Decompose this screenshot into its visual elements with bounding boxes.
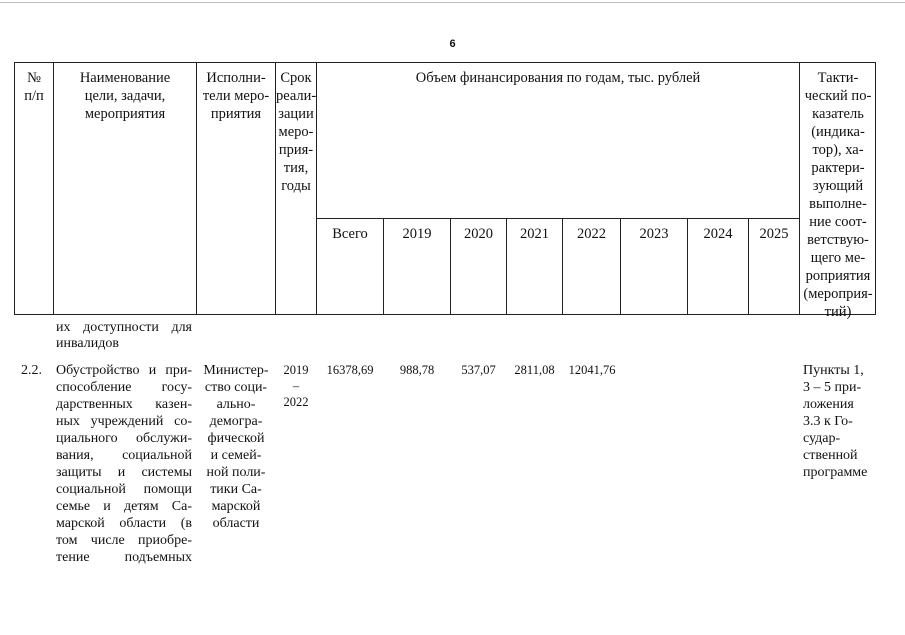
row-2020-value: 537,07 [461, 363, 496, 377]
header-text: годы [281, 178, 311, 194]
header-text: зующий [812, 178, 864, 194]
year-2022: 2022 [577, 226, 606, 242]
header-text: выполне- [809, 196, 867, 212]
row-name-line: тение подъемных [56, 550, 192, 565]
header-text: ние соот- [809, 214, 867, 230]
row-executor-line: и семей- [210, 448, 262, 463]
header-text: п/п [24, 88, 44, 104]
continuation-line: их доступности для [56, 320, 192, 335]
row-executor-line: демогра- [209, 414, 263, 429]
row-name-line: защиты и системы [56, 465, 192, 480]
header-number-col [15, 69, 53, 105]
row-name-line: том числе приобре- [56, 533, 192, 548]
row-executor-line: тики Са- [210, 482, 262, 497]
header-text: зации [278, 106, 314, 122]
row-name-line: Обустройство и при- [56, 363, 192, 378]
row-executor-line: Министер- [203, 363, 269, 378]
continuation-line: инвалидов [56, 336, 119, 351]
row-name-line: семье и детям Са- [56, 499, 192, 514]
header-text: ветствую- [807, 232, 869, 248]
row-executor-line: марской [211, 499, 261, 514]
header-text: Такти- [817, 70, 859, 86]
header-text: (индика- [811, 124, 865, 140]
row-indicator-line: ственной [803, 448, 858, 463]
row-term-cell [276, 362, 316, 410]
header-text: Наименование [79, 70, 171, 86]
header-text: казатель [812, 106, 864, 122]
header-text: ческий по- [804, 88, 872, 104]
row-indicator-line: Пункты 1, [803, 363, 864, 378]
row-name-line: ных учреждений со- [56, 414, 192, 429]
row-name-line: дарственных казен- [56, 397, 192, 412]
row-term-line: 2022 [283, 395, 309, 409]
row-name-line: вания, социальной [56, 448, 192, 463]
continuation-text [56, 320, 192, 352]
row-2021-value: 2811,08 [514, 363, 555, 377]
row-2019-value: 988,78 [399, 363, 435, 377]
header-text: реали- [276, 88, 317, 104]
header-text: цели, задачи, [84, 88, 166, 104]
header-finance-col: Объем финансирования по годам, тыс. рублей [415, 70, 701, 86]
table-header [14, 62, 876, 320]
row-indicator-line: ложения [803, 397, 854, 412]
row-indicator-line: 3.3 к Го- [803, 414, 853, 429]
row-executor-line: фической [207, 431, 265, 446]
header-indicator-col [800, 69, 876, 321]
row-executor-line: ально- [216, 397, 256, 412]
header-text: тели меро- [202, 88, 270, 104]
header-text: меро- [278, 124, 314, 140]
header-text: Исполни- [206, 70, 266, 86]
row-total-value: 16378,69 [326, 363, 374, 377]
year-2020: 2020 [464, 226, 493, 242]
scan-top-edge [0, 2, 905, 3]
header-text: № [27, 70, 41, 86]
header-text: тий) [824, 304, 852, 320]
header-text: тор), ха- [812, 142, 864, 158]
row-indicator-line: 3 – 5 при- [803, 380, 862, 395]
col-divider [316, 63, 317, 314]
header-text: мероприятия [84, 106, 166, 122]
year-row-divider [316, 218, 799, 219]
year-2025: 2025 [759, 226, 789, 242]
row-2022-value: 12041,76 [568, 363, 616, 377]
header-text: приятия [210, 106, 262, 122]
row-term-line: 2019 [283, 363, 309, 377]
row-name-cell [56, 362, 192, 566]
header-name-col [54, 69, 196, 123]
row-number: 2.2. [21, 363, 42, 378]
header-text: щего ме- [810, 250, 866, 266]
header-text: (мероприя- [803, 286, 873, 302]
header-text: тия, [283, 160, 309, 176]
year-2021: 2021 [520, 226, 549, 242]
year-2019: 2019 [402, 226, 432, 242]
page-number: 6 [449, 38, 456, 50]
header-executor-col [197, 69, 275, 123]
header-term-col [276, 69, 316, 195]
row-name-line: марской области (в [56, 516, 192, 531]
row-name-line: способление госу- [56, 380, 192, 395]
header-text: прия- [278, 142, 314, 158]
row-indicator-line: программе [803, 465, 868, 480]
row-executor-line: области [212, 516, 260, 531]
row-executor-line: ной поли- [206, 465, 266, 480]
row-executor-line: ство соци- [204, 380, 268, 395]
row-indicator-cell [803, 362, 883, 481]
row-name-line: социальной помощи [56, 482, 192, 497]
row-indicator-line: судар- [803, 431, 841, 446]
year-2024: 2024 [703, 226, 733, 242]
year-total: Всего [332, 226, 368, 242]
row-name-line: циального обслужи- [56, 431, 192, 446]
header-text: Срок [280, 70, 312, 86]
year-2023: 2023 [639, 226, 669, 242]
header-text: рактери- [811, 160, 865, 176]
row-executor-cell [197, 362, 275, 532]
row-term-line: – [292, 379, 300, 393]
header-text: роприятия [805, 268, 871, 284]
